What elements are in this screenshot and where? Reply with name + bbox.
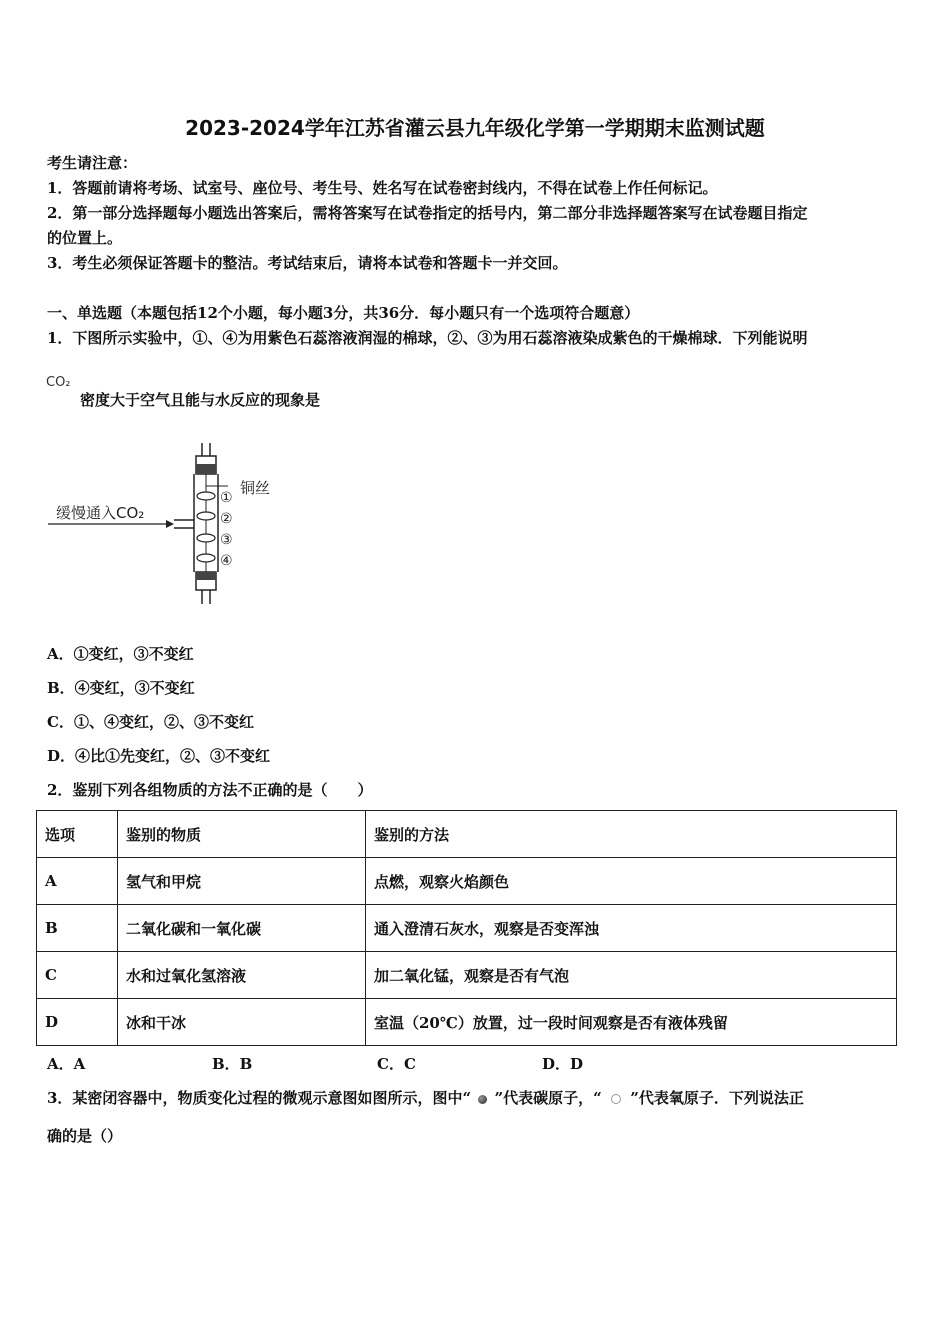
ball-label-2: ② (220, 511, 233, 527)
q2-answer-d: D．D (542, 1055, 584, 1073)
ball-label-3: ③ (220, 532, 233, 548)
q1-option-a: A．①变红，③不变红 (47, 645, 194, 663)
table-cell: 加二氧化锰，观察是否有气泡 (366, 952, 897, 999)
table-cell: 点燃，观察火焰颜色 (366, 858, 897, 905)
table-header: 鉴别的物质 (118, 811, 366, 858)
table-cell: B (37, 905, 118, 952)
q2-answer-c: C．C (377, 1055, 416, 1073)
table-cell: 水和过氧化氢溶液 (118, 952, 366, 999)
cotton-ball-2 (197, 512, 215, 520)
q2-answer-a: A．A (47, 1055, 86, 1073)
notice-item-2: 2．第一部分选择题每小题选出答案后，需将答案写在试卷指定的括号内，第二部分非选择题答案写在试卷题目指定 (47, 204, 808, 222)
notice-item-2-cont: 的位置上。 (47, 229, 123, 247)
q2-stem: 2．鉴别下列各组物质的方法不正确的是（ ） (47, 781, 373, 799)
table-row (37, 999, 897, 1046)
ball-label-4: ④ (220, 553, 233, 569)
q3-stem (47, 1087, 804, 1108)
q2-answers (47, 1053, 707, 1074)
q3-stem-part-c: ”代表氧原子．下列说法正 (630, 1089, 804, 1107)
q1-co2-formula: CO₂ (46, 375, 71, 390)
q1-option-b: B．④变红，③不变红 (47, 679, 195, 697)
q3-stem-part-b: ”代表碳原子，“ (494, 1089, 602, 1107)
table-row (37, 858, 897, 905)
cotton-ball-4 (197, 554, 215, 562)
q1-option-c: C．①、④变红，②、③不变红 (47, 713, 254, 731)
q2-answer-b: B．B (212, 1055, 253, 1073)
table-cell: 氢气和甲烷 (118, 858, 366, 905)
table-cell: 室温（20℃）放置，过一段时间观察是否有液体残留 (366, 999, 897, 1046)
co2-apparatus-figure (40, 438, 300, 608)
cotton-ball-3 (197, 534, 215, 542)
table-row (37, 905, 897, 952)
carbon-atom-icon (478, 1095, 487, 1104)
table-cell: 通入澄清石灰水，观察是否变浑浊 (366, 905, 897, 952)
table-header-row (37, 811, 897, 858)
table-cell: D (37, 999, 118, 1046)
table-cell: C (37, 952, 118, 999)
q1-stem-cont: 密度大于空气且能与水反应的现象是 (80, 391, 321, 409)
section-heading: 一、单选题（本题包括12个小题，每小题3分，共36分．每小题只有一个选项符合题意） (47, 304, 640, 322)
q3-stem-part-a: 3．某密闭容器中，物质变化过程的微观示意图如图所示，图中“ (47, 1089, 472, 1107)
cotton-ball-1 (197, 492, 215, 500)
table-cell: A (37, 858, 118, 905)
inlet-label: 缓慢通入CO₂ (56, 504, 145, 522)
notice-item-1: 1．答题前请将考场、试室号、座位号、考生号、姓名写在试卷密封线内，不得在试卷上作任何标记。 (47, 179, 718, 197)
ball-label-1: ① (220, 490, 233, 506)
notice-heading: 考生请注意： (47, 154, 138, 172)
q3-stem-cont: 确的是（） (47, 1127, 123, 1145)
q2-table (36, 810, 897, 1046)
table-row (37, 952, 897, 999)
q1-option-d: D．④比①先变红，②、③不变红 (47, 747, 271, 765)
page-title: 2023-2024学年江苏省灌云县九年级化学第一学期期末监测试题 (185, 116, 765, 140)
table-cell: 冰和干冰 (118, 999, 366, 1046)
table-header: 选项 (37, 811, 118, 858)
table-cell: 二氧化碳和一氧化碳 (118, 905, 366, 952)
q1-stem: 1．下图所示实验中，①、④为用紫色石蕊溶液润湿的棉球，②、③为用石蕊溶液染成紫色的干燥棉球．下列能说明 (47, 329, 808, 347)
wire-label: 铜丝 (240, 479, 271, 497)
notice-item-3: 3．考生必须保证答题卡的整洁。考试结束后，请将本试卷和答题卡一并交回。 (47, 254, 568, 272)
table-header: 鉴别的方法 (366, 811, 897, 858)
oxygen-atom-icon (611, 1094, 621, 1104)
